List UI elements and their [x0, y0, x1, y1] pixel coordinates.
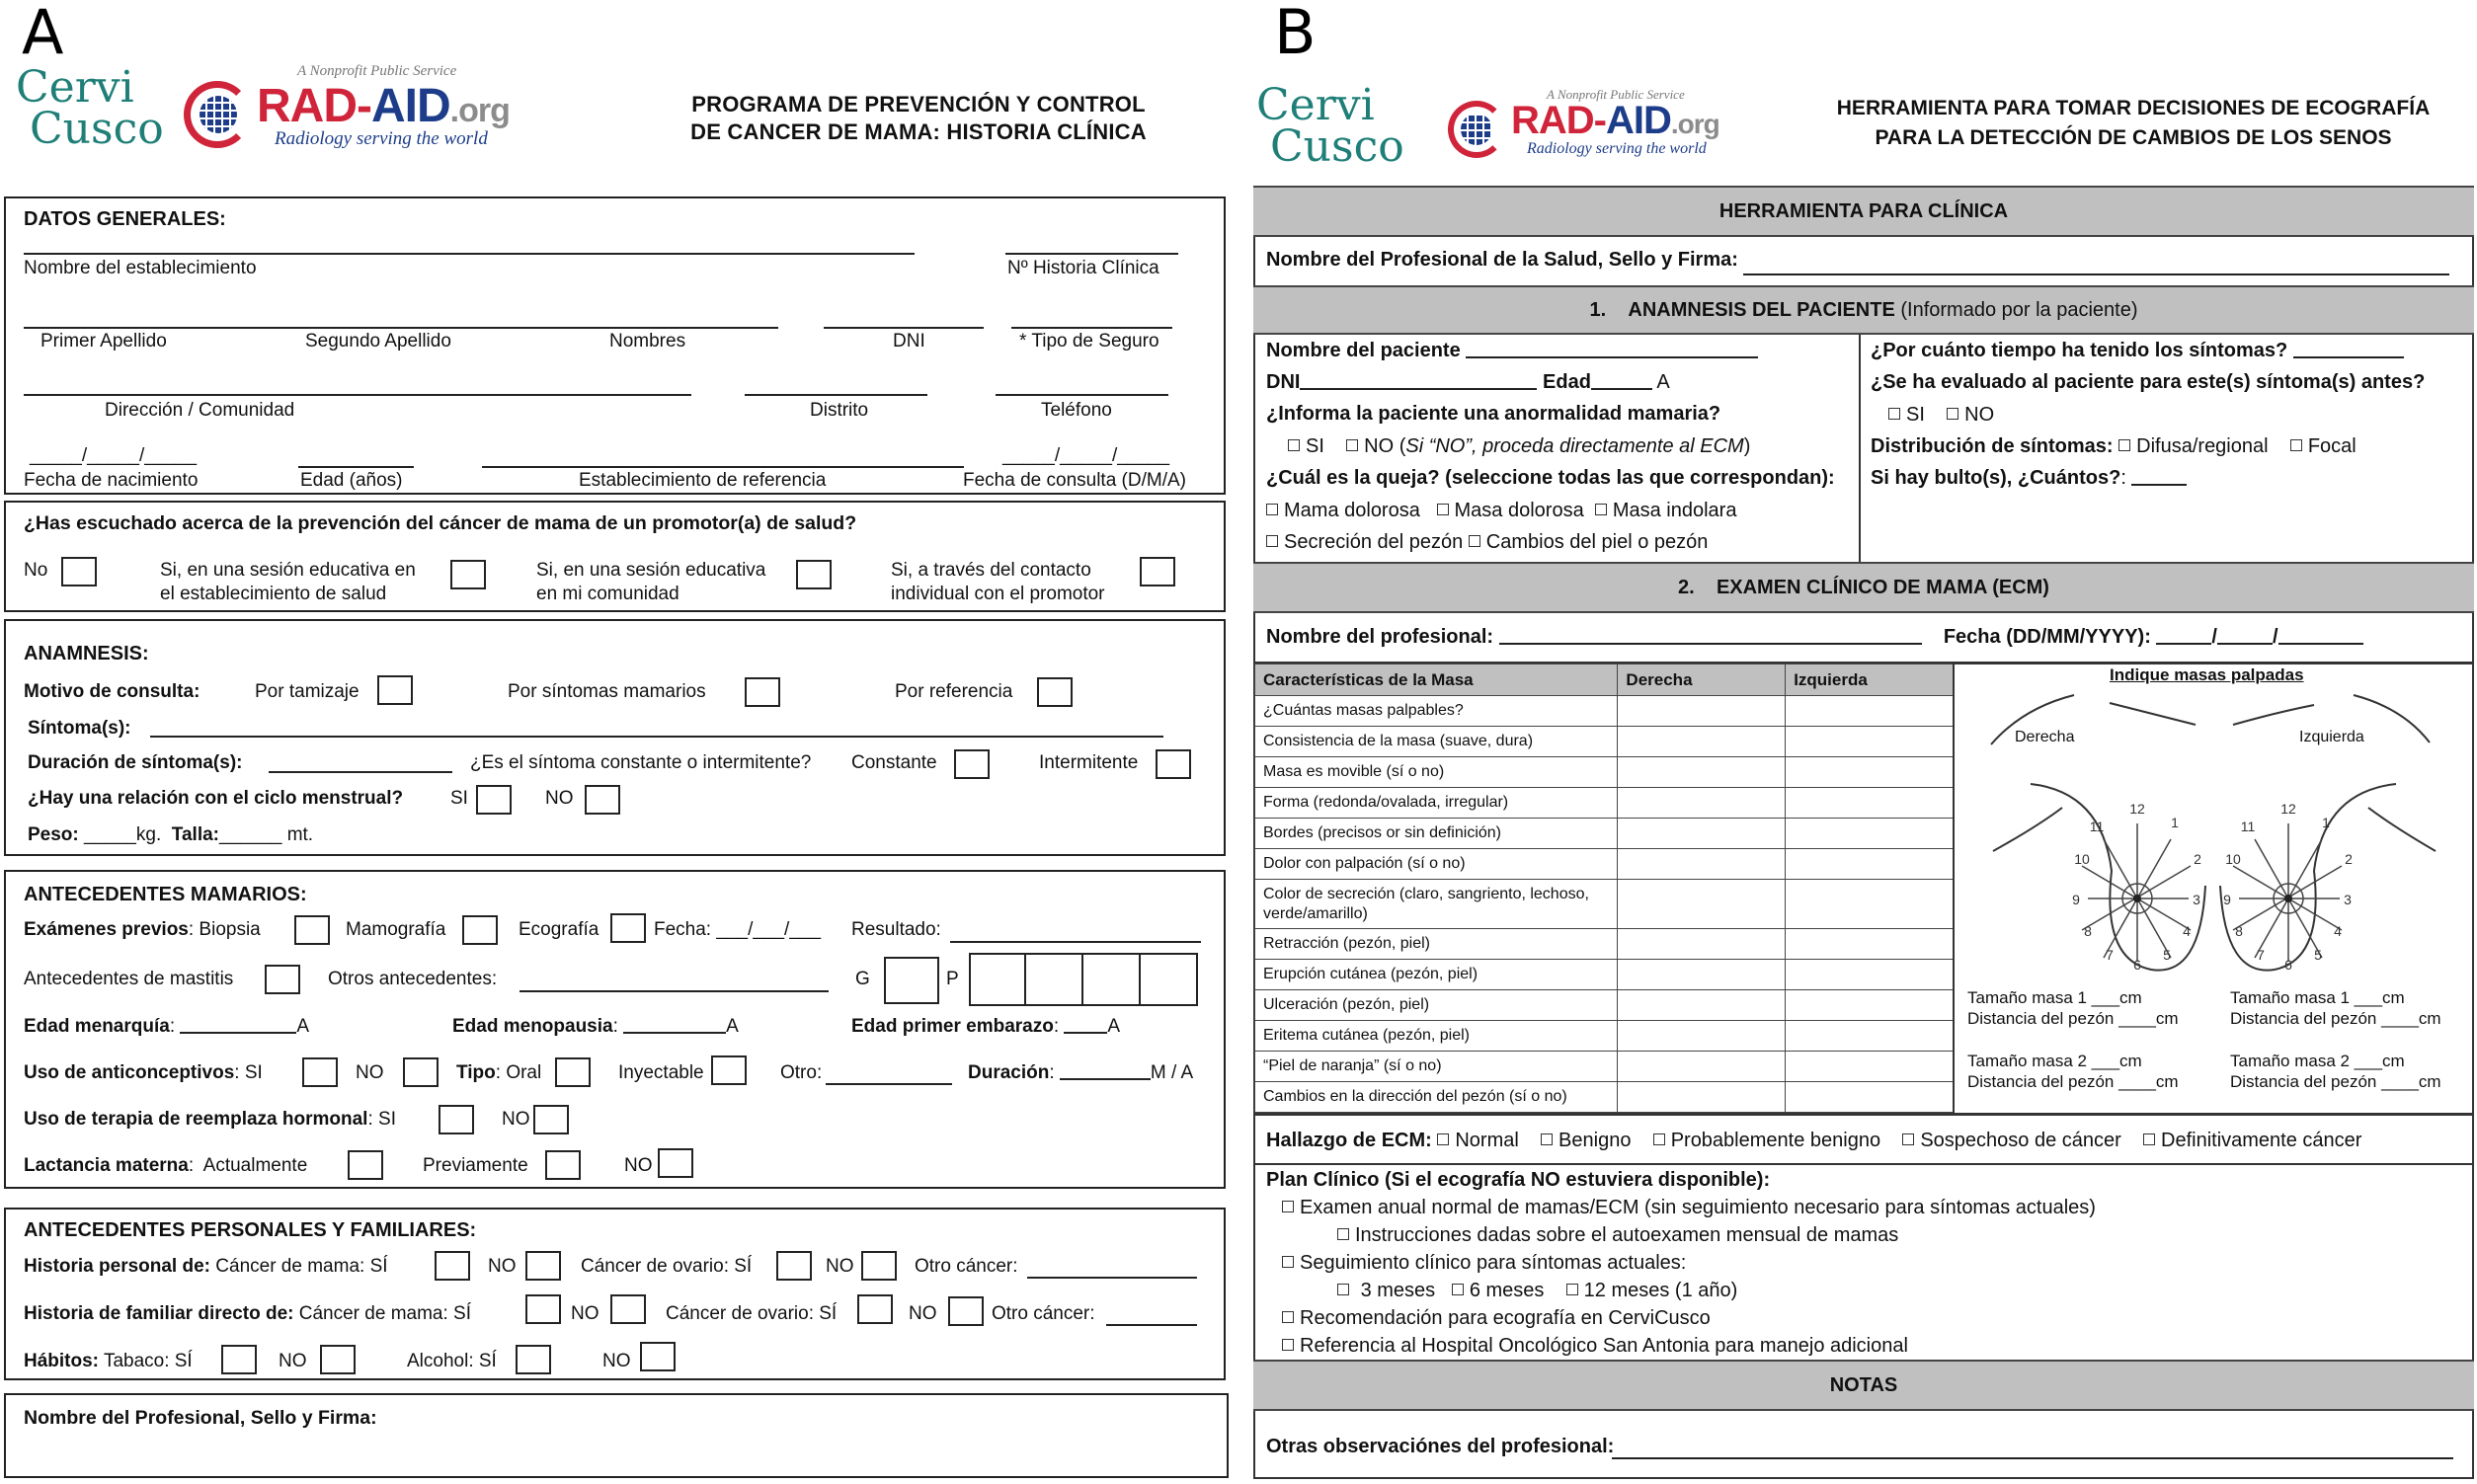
fecha-examen-input[interactable]: Fecha: ___/___/___ — [654, 919, 822, 940]
svg-text:10: 10 — [2074, 851, 2090, 867]
lactancia-actual-checkbox[interactable] — [348, 1150, 383, 1180]
promotor-comunidad-checkbox[interactable] — [796, 560, 832, 589]
band-anamnesis: 1. ANAMNESIS DEL PACIENTE (Informado por la paciente) — [1253, 285, 2474, 335]
derecha-cell[interactable] — [1618, 929, 1786, 960]
tiempo-sintomas-input[interactable] — [2293, 341, 2404, 358]
izquierda-masa2-distance-input[interactable]: Distancia del pezón ____cm — [2230, 1072, 2441, 1091]
izquierda-cell[interactable] — [1786, 960, 1954, 990]
antecedentes-mamarios-section: ANTECEDENTES MAMARIOS: Exámenes previos: Biopsia Mamografía Ecografía Fecha: ___/___/___ Resultado: Antecedentes de mastitis Otros antecedentes: G P Edad menarquía: A Edad menopausia: A Edad primer embarazo: A Uso de anticonceptivos: SI NO Tipo: Oral Inyectable Otro: Duración: M / A Uso de terapia de reemplaza hormonal: SI NO Lactancia materna: Actualmente Previamente NO — [4, 870, 1226, 1189]
historia-clinica-input[interactable] — [1005, 253, 1178, 255]
promotor-contacto-checkbox[interactable] — [1140, 557, 1175, 586]
plan-anual-checkbox[interactable]: Examen anual normal de mamas/ECM (sin seguimiento necesario para síntomas actuales) — [1282, 1197, 2096, 1219]
derecha-cell[interactable] — [1618, 990, 1786, 1021]
alcohol-no-checkbox[interactable] — [640, 1342, 676, 1371]
svg-text:7: 7 — [2257, 947, 2265, 963]
mastitis-checkbox[interactable] — [265, 965, 300, 994]
izquierda-masa2-size-input[interactable]: Tamaño masa 2 ___cm — [2230, 1052, 2405, 1070]
lactancia-previa-checkbox[interactable] — [545, 1150, 581, 1180]
queja-masa-indolara-checkbox[interactable]: Masa indolara — [1595, 500, 1737, 521]
band-notas: NOTAS — [1253, 1360, 2474, 1411]
tabaco-si-checkbox[interactable] — [221, 1345, 257, 1374]
evaluado-si-checkbox[interactable]: SI — [1888, 404, 1925, 426]
menopausia-input[interactable] — [623, 1016, 726, 1034]
anamnesis-section: ANAMNESIS: Motivo de consulta: Por tamizaje Por síntomas mamarios Por referencia Síntoma(s): Duración de síntoma(s): ¿Es el síntoma constante o intermitente? Constante Intermitente ¿Hay una relación con el ciclo menstrual? SI NO Peso: _____kg. Talla:______ mt. — [4, 619, 1226, 856]
svg-text:3: 3 — [2193, 892, 2200, 907]
svg-text:12: 12 — [2129, 801, 2145, 817]
inyectable-checkbox[interactable] — [711, 1055, 747, 1085]
personal-mama-si-checkbox[interactable] — [435, 1251, 470, 1281]
cervicusco-logo: Cervi Cusco — [1256, 80, 1404, 172]
establecimiento-input[interactable] — [24, 253, 915, 255]
queja-secrecion-checkbox[interactable]: Secreción del pezón — [1266, 531, 1463, 553]
izquierda-cell[interactable] — [1786, 1021, 1954, 1052]
plan-referencia-checkbox[interactable]: Referencia al Hospital Oncológico San Antonia para manejo adicional — [1282, 1335, 1908, 1358]
derecha-masa1-size-input[interactable]: Tamaño masa 1 ___cm — [1967, 988, 2142, 1007]
seguimiento-12-meses-checkbox[interactable]: 12 meses (1 año) — [1566, 1280, 1738, 1301]
queja-cambios-piel-checkbox[interactable]: Cambios del piel o pezón — [1469, 531, 1709, 553]
queja-masa-dolorosa-checkbox[interactable]: Masa dolorosa — [1437, 500, 1584, 521]
intermitente-checkbox[interactable] — [1156, 749, 1191, 779]
svg-text:5: 5 — [2163, 947, 2171, 963]
section-heading: DATOS GENERALES: — [24, 208, 226, 230]
izquierda-cell[interactable] — [1786, 696, 1954, 727]
familiar-ovario-si-checkbox[interactable] — [857, 1294, 893, 1324]
familiar-mama-si-checkbox[interactable] — [525, 1294, 561, 1324]
derecha-cell[interactable] — [1618, 819, 1786, 849]
svg-text:11: 11 — [2240, 819, 2256, 834]
resultado-input[interactable] — [950, 941, 1201, 943]
personal-otro-cancer-input[interactable] — [1027, 1277, 1197, 1279]
plan-instrucciones-checkbox[interactable]: Instrucciones dadas sobre el autoexamen mensual de mamas — [1337, 1224, 1898, 1247]
fecha-ecm-input[interactable]: / / — [2156, 626, 2362, 648]
familiar-ovario-no-checkbox[interactable] — [948, 1296, 984, 1326]
plan-ecografia-checkbox[interactable]: Recomendación para ecografía en CerviCusco — [1282, 1307, 1711, 1330]
mass-characteristics-table: Características de la Masa Derecha Izquierda ¿Cuántas masas palpables? Consistencia de la masa (suave, dura) Masa es movible (sí o no) Forma (redonda/ovalada, irregular) Bordes (precisos or sin definición) Dolor con palpación (sí o no) Color de secreción (claro, sangriento, lechoso, verde/amarillo) Retracción (pezón, piel) Erupción cutánea (pezón, piel) Ulceración (pezón, piel) Eritema cutánea (pezón, piel) “Piel de naranja” (sí o no) Cambios en la dirección del pezón (sí o no) — [1254, 664, 1954, 1113]
derecha-masa1-distance-input[interactable]: Distancia del pezón ____cm — [1967, 1009, 2179, 1028]
table-row: Dolor con palpación (sí o no) — [1255, 849, 1954, 880]
constante-checkbox[interactable] — [954, 749, 990, 779]
svg-text:2: 2 — [2345, 851, 2353, 867]
izquierda-cell[interactable] — [1786, 929, 1954, 960]
breast-diagram[interactable]: Indique masas palpadas Derecha Izquierda 12 1 2 3 4 5 6 7 8 9 10 11 12 1 2 3 4 5 6 7 8 9 10 11 Tamaño masa 1 ___cm Distancia del pezón ____cm Tamaño masa 1 ___cm Distancia del pezón ____cm Tamaño masa 2 ___cm Distancia del pezón ____cm Tamaño masa 2 ___cm Distancia del pezón ____cm — [1954, 664, 2474, 1114]
izquierda-cell[interactable] — [1786, 757, 1954, 788]
derecha-cell[interactable] — [1618, 757, 1786, 788]
terapia-no-checkbox[interactable] — [533, 1105, 569, 1134]
svg-text:5: 5 — [2314, 947, 2322, 963]
peso-input[interactable]: _____ — [84, 824, 136, 845]
promotor-section: ¿Has escuchado acerca de la prevención del cáncer de mama de un promotor(a) de salud? No Si, en una sesión educativa en el establecimiento de salud Si, en una sesión educativa en mi comunidad Si, a través del contacto individual con el promotor — [4, 501, 1226, 612]
anticonceptivos-no-checkbox[interactable] — [403, 1057, 439, 1087]
derecha-cell[interactable] — [1618, 880, 1786, 929]
globe-icon — [184, 81, 251, 148]
biopsia-checkbox[interactable] — [294, 915, 330, 945]
dni-paciente-input[interactable] — [1300, 372, 1537, 390]
panel-label-a: A — [22, 0, 64, 68]
svg-text:9: 9 — [2072, 892, 2080, 907]
personal-ovario-no-checkbox[interactable] — [861, 1251, 897, 1281]
table-row: Ulceración (pezón, piel) — [1255, 990, 1954, 1021]
tipo-seguro-input[interactable] — [1011, 327, 1172, 329]
hallazgo-probablemente-benigno-checkbox[interactable]: Probablemente benigno — [1653, 1130, 1880, 1151]
checkbox-icon — [1288, 439, 1300, 451]
band-herramienta-clinica: HERRAMIENTA PARA CLÍNICA — [1253, 186, 2474, 237]
breast-clock-icon — [1954, 664, 2474, 979]
panel-label-b: B — [1274, 0, 1317, 68]
otros-antecedentes-input[interactable] — [519, 990, 829, 992]
duracion-anticonceptivo-input[interactable] — [1060, 1062, 1151, 1080]
otro-anticonceptivo-input[interactable] — [826, 1083, 952, 1085]
radaid-logo: A Nonprofit Public Service RAD-AID.org Radiology serving the world — [1448, 85, 1823, 164]
table-row: Retracción (pezón, piel) — [1255, 929, 1954, 960]
svg-text:8: 8 — [2235, 923, 2243, 939]
izquierda-cell[interactable] — [1786, 788, 1954, 819]
svg-text:1: 1 — [2171, 815, 2179, 830]
ciclo-no-checkbox[interactable] — [585, 785, 620, 815]
distrito-input[interactable] — [745, 394, 927, 396]
svg-text:2: 2 — [2194, 851, 2201, 867]
datos-generales-section: DATOS GENERALES: Nombre del establecimiento Nº Historia Clínica Primer Apellido Segundo Apellido Nombres DNI * Tipo de Seguro Dirección / Comunidad Distrito Teléfono _____/_____/_____ Fecha de nacimiento Edad (años) Establecimiento de referencia _____/_____/_____ Fecha de consulta (D/M/A) — [4, 196, 1226, 495]
derecha-cell[interactable] — [1618, 696, 1786, 727]
band-examen-clinico: 2. EXAMEN CLÍNICO DE MAMA (ECM) — [1253, 562, 2474, 613]
tabaco-no-checkbox[interactable] — [320, 1345, 356, 1374]
focal-checkbox[interactable]: Focal — [2290, 435, 2357, 457]
paridad-input-1[interactable] — [969, 953, 1026, 1006]
izquierda-cell[interactable] — [1786, 990, 1954, 1021]
queja-mama-dolorosa-checkbox[interactable]: Mama dolorosa — [1266, 500, 1420, 521]
duracion-input[interactable] — [269, 771, 452, 773]
anormalidad-si-checkbox[interactable]: SI — [1288, 435, 1324, 457]
ciclo-si-checkbox[interactable] — [476, 785, 512, 815]
seguimiento-6-meses-checkbox[interactable]: 6 meses — [1452, 1280, 1545, 1301]
derecha-cell[interactable] — [1618, 727, 1786, 757]
table-row: Color de secreción (claro, sangriento, lechoso, verde/amarillo) — [1255, 880, 1954, 929]
personal-ovario-si-checkbox[interactable] — [776, 1251, 812, 1281]
telefono-input[interactable] — [996, 394, 1168, 396]
promotor-no-checkbox[interactable] — [61, 557, 97, 586]
evaluado-no-checkbox[interactable]: NO — [1947, 404, 1994, 426]
observaciones-input[interactable] — [1612, 1457, 2453, 1459]
dni-input[interactable] — [824, 327, 984, 329]
nombre-completo-input[interactable] — [24, 327, 778, 329]
svg-text:11: 11 — [2089, 819, 2105, 834]
svg-text:4: 4 — [2183, 923, 2191, 939]
table-row: ¿Cuántas masas palpables? — [1255, 696, 1954, 727]
paridad-input-4[interactable] — [1139, 953, 1198, 1006]
table-row: Erupción cutánea (pezón, piel) — [1255, 960, 1954, 990]
derecha-cell[interactable] — [1618, 960, 1786, 990]
table-row: Bordes (precisos or sin definición) — [1255, 819, 1954, 849]
menarquia-input[interactable] — [180, 1016, 296, 1034]
radaid-logo: A Nonprofit Public Service RAD-AID.org Radiology serving the world — [184, 61, 599, 160]
derecha-cell[interactable] — [1618, 1082, 1786, 1113]
izquierda-cell[interactable] — [1786, 1052, 1954, 1082]
talla-input[interactable]: ______ — [219, 824, 282, 845]
direccion-input[interactable] — [24, 394, 691, 396]
svg-text:6: 6 — [2284, 957, 2292, 973]
antecedentes-personales-section: ANTECEDENTES PERSONALES Y FAMILIARES: Historia personal de: Cáncer de mama: SÍ NO Cáncer de ovario: SÍ NO Otro cáncer: Historia de familiar directo de: Cáncer de mama: SÍ NO Cáncer de ovario: SÍ NO Otro cáncer: Hábitos: Tabaco: SÍ NO Alcohol: SÍ NO — [4, 1208, 1226, 1380]
cervicusco-logo: Cervi Cusco — [16, 62, 164, 154]
anormalidad-no-checkbox[interactable]: NO ( — [1346, 435, 1405, 457]
familiar-otro-cancer-input[interactable] — [1106, 1324, 1197, 1326]
svg-text:4: 4 — [2334, 923, 2342, 939]
establecimiento-referencia-input[interactable] — [482, 466, 964, 468]
nombre-paciente-input[interactable] — [1466, 341, 1758, 358]
paridad-input-3[interactable] — [1081, 953, 1141, 1006]
table-row: Forma (redonda/ovalada, irregular) — [1255, 788, 1954, 819]
svg-text:12: 12 — [2280, 801, 2296, 817]
gravidez-input[interactable] — [884, 957, 939, 1004]
hallazgo-definitivo-checkbox[interactable]: Definitivamente cáncer — [2143, 1130, 2361, 1151]
form-a-title: PROGRAMA DE PREVENCIÓN Y CONTROL DE CANCER DE MAMA: HISTORIA CLÍNICA — [690, 92, 1147, 144]
hallazgo-benigno-checkbox[interactable]: Benigno — [1541, 1130, 1631, 1151]
bultos-count-input[interactable] — [2131, 468, 2187, 486]
profesional-salud-input[interactable] — [1743, 273, 2449, 275]
primer-embarazo-input[interactable] — [1064, 1016, 1107, 1034]
mamografia-checkbox[interactable] — [462, 915, 498, 945]
referencia-checkbox[interactable] — [1037, 677, 1073, 707]
table-row: Consistencia de la masa (suave, dura) — [1255, 727, 1954, 757]
izquierda-cell[interactable] — [1786, 1082, 1954, 1113]
oral-checkbox[interactable] — [555, 1057, 591, 1087]
tamizaje-checkbox[interactable] — [377, 675, 413, 705]
firma-section[interactable]: Nombre del Profesional, Sello y Firma: — [4, 1393, 1229, 1478]
derecha-cell[interactable] — [1618, 1021, 1786, 1052]
seguimiento-3-meses-checkbox[interactable]: 3 meses — [1337, 1280, 1435, 1301]
derecha-cell[interactable] — [1618, 1052, 1786, 1082]
paridad-input-2[interactable] — [1024, 953, 1083, 1006]
izquierda-masa1-size-input[interactable]: Tamaño masa 1 ___cm — [2230, 988, 2405, 1007]
table-row: “Piel de naranja” (sí o no) — [1255, 1052, 1954, 1082]
svg-text:6: 6 — [2133, 957, 2141, 973]
difusa-checkbox[interactable]: Difusa/regional — [2118, 435, 2268, 457]
svg-text:1: 1 — [2322, 815, 2330, 830]
table-row: Eritema cutánea (pezón, piel) — [1255, 1021, 1954, 1052]
checkbox-icon — [1346, 439, 1358, 451]
fecha-consulta-input[interactable]: _____/_____/_____ — [1002, 445, 1170, 466]
lactancia-no-checkbox[interactable] — [658, 1148, 693, 1178]
svg-text:8: 8 — [2084, 923, 2092, 939]
table-row: Masa es movible (sí o no) — [1255, 757, 1954, 788]
sintomas-input[interactable] — [150, 736, 1163, 738]
form-b-title: HERRAMIENTA PARA TOMAR DECISIONES DE ECOGRAFÍA PARA LA DETECCIÓN DE CAMBIOS DE LOS SENOS — [1836, 97, 2431, 149]
globe-icon — [1448, 101, 1505, 158]
plan-seguimiento-checkbox[interactable]: Seguimiento clínico para síntomas actuales: — [1282, 1252, 1686, 1275]
terapia-si-checkbox[interactable] — [439, 1105, 474, 1134]
izquierda-cell[interactable] — [1786, 880, 1954, 929]
svg-text:7: 7 — [2106, 947, 2114, 963]
svg-text:3: 3 — [2344, 892, 2352, 907]
svg-text:9: 9 — [2223, 892, 2231, 907]
anticonceptivos-si-checkbox[interactable] — [302, 1057, 338, 1087]
izquierda-cell[interactable] — [1786, 727, 1954, 757]
promotor-establecimiento-checkbox[interactable] — [450, 560, 486, 589]
edad-input[interactable] — [298, 466, 414, 468]
izquierda-masa1-distance-input[interactable]: Distancia del pezón ____cm — [2230, 1009, 2441, 1028]
table-row: Cambios en la dirección del pezón (sí o no) — [1255, 1082, 1954, 1113]
edad-paciente-input[interactable] — [1591, 372, 1652, 390]
derecha-cell[interactable] — [1618, 788, 1786, 819]
familiar-mama-no-checkbox[interactable] — [610, 1294, 646, 1324]
izquierda-cell[interactable] — [1786, 849, 1954, 880]
personal-mama-no-checkbox[interactable] — [525, 1251, 561, 1281]
profesional-ecm-input[interactable] — [1499, 627, 1922, 645]
alcohol-si-checkbox[interactable] — [516, 1345, 551, 1374]
izquierda-cell[interactable] — [1786, 819, 1954, 849]
ecografia-checkbox[interactable] — [610, 913, 646, 943]
hallazgo-sospechoso-checkbox[interactable]: Sospechoso de cáncer — [1902, 1130, 2120, 1151]
derecha-masa2-size-input[interactable]: Tamaño masa 2 ___cm — [1967, 1052, 2142, 1070]
hallazgo-normal-checkbox[interactable]: Normal — [1437, 1130, 1518, 1151]
derecha-cell[interactable] — [1618, 849, 1786, 880]
derecha-masa2-distance-input[interactable]: Distancia del pezón ____cm — [1967, 1072, 2179, 1091]
svg-text:10: 10 — [2225, 851, 2241, 867]
fecha-nacimiento-input[interactable]: _____/_____/_____ — [30, 445, 198, 466]
sintomas-mamarios-checkbox[interactable] — [745, 677, 780, 707]
